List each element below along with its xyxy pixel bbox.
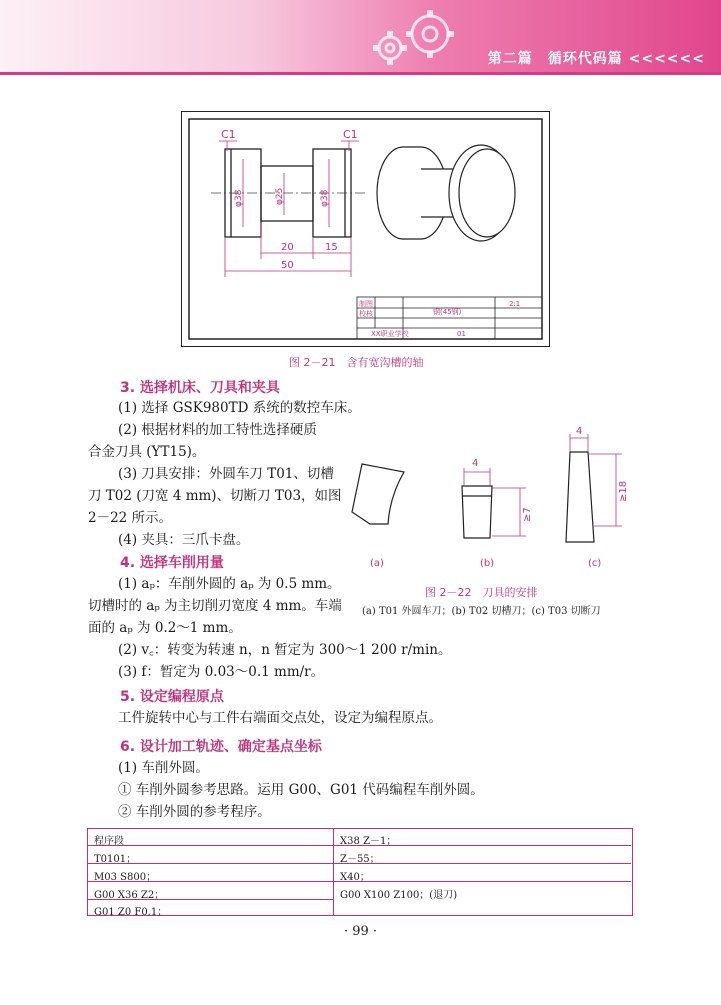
label-a: (a) (370, 558, 384, 569)
gear-decoration-icon (360, 4, 470, 66)
tb-school: XX职业学校 (371, 330, 409, 338)
label-c: (c) (588, 558, 602, 569)
s4-line-1: (1) aₚ：车削外圆的 aₚ 为 0.5 mm。 (118, 576, 341, 592)
table-cell: X38 Z－1； (340, 836, 397, 847)
s4-line-5: (3) f：暂定为 0.03～0.1 mm/r。 (118, 664, 325, 680)
table-cell: T0101； (94, 854, 137, 865)
tb-scale: 2:1 (509, 300, 521, 308)
section-6-heading: 6. 设计加工轨迹、确定基点坐标 (120, 739, 322, 755)
page-number: · 99 · (343, 924, 378, 939)
section-4-heading: 4. 选择车削用量 (120, 555, 224, 571)
dim-d38-left: φ38 (234, 189, 244, 207)
s6-line-2: ① 车削外圆参考思路。运用 G00、G01 代码编程车削外圆。 (118, 782, 484, 798)
dim-d25: φ25 (275, 187, 285, 205)
s3-line-5: 刀 T02 (刀宽 4 mm)、切断刀 T03，如图 (88, 488, 342, 504)
table-cell: M03 S800； (94, 872, 157, 883)
table-cell: G00 X36 Z2； (94, 890, 165, 901)
section-5-heading: 5. 设定编程原点 (120, 689, 224, 705)
dim-b-width: 4 (472, 458, 479, 469)
table-cell: G00 X100 Z100；(退刀) (340, 890, 458, 901)
s5-text: 工件旋转中心与工件右端面交点处，设定为编程原点。 (118, 710, 442, 726)
table-cell: X40； (340, 872, 370, 883)
s3-line-1: (1) 选择 GSK980TD 系统的数控车床。 (118, 400, 361, 416)
dim-len20: 20 (281, 242, 294, 253)
s3-line-7: (4) 夹具：三爪卡盘。 (118, 532, 250, 548)
shaft-drawing-figure (181, 111, 550, 347)
tb-label-1: 制图 (359, 300, 373, 308)
s3-line-2: (2) 根据材料的加工特性选择硬质 (118, 422, 317, 438)
tb-label-2: 校核 (359, 310, 373, 318)
tb-material: 钢(45钢) (433, 308, 462, 316)
header-rule (0, 72, 721, 75)
dim-len50: 50 (281, 260, 294, 271)
s6-line-3: ② 车削外圆的参考程序。 (118, 804, 271, 820)
figure-2-21-caption: 图 2－21 含有宽沟槽的轴 (289, 356, 424, 369)
figure-2-22-caption: 图 2－22 刀具的安排 (425, 586, 538, 599)
s4-line-4: (2) v꜀：转变为转速 n，n 暂定为 300～1 200 r/min。 (118, 642, 452, 658)
s6-line-1: (1) 车削外圆。 (118, 760, 209, 776)
dim-len15: 15 (325, 242, 338, 253)
s3-line-3: 合金刀具 (YT15)。 (88, 444, 206, 460)
table-cell: Z－55； (340, 854, 380, 865)
dim-c-width: 4 (576, 426, 583, 437)
program-table (87, 828, 633, 916)
dim-c1-right: C1 (343, 128, 358, 141)
figure-2-22-subcaption: (a) T01 外圆车刀；(b) T02 切槽刀；(c) T03 切断刀 (362, 606, 601, 617)
s4-line-2: 切槽时的 aₚ 为主切削刃宽度 4 mm。车端 (88, 598, 342, 614)
s3-line-6: 2－22 所示。 (88, 510, 173, 526)
tb-drawing-no: 01 (457, 330, 466, 338)
dim-c-depth: ≥18 (618, 480, 629, 502)
tool-arrangement-figure (350, 426, 655, 578)
dim-b-depth: ≥7 (522, 507, 533, 522)
dim-c1-left: C1 (221, 128, 236, 141)
label-b: (b) (480, 558, 495, 569)
s3-line-4: (3) 刀具安排：外圆车刀 T01、切槽 (118, 466, 334, 482)
table-cell: G01 Z0 F0.1； (94, 907, 168, 918)
dim-d38-right: φ38 (320, 189, 330, 207)
section-3-heading: 3. 选择机床、刀具和夹具 (120, 380, 280, 396)
chapter-title: 第二篇 循环代码篇 <<<<<< (487, 51, 705, 67)
table-cell: 程序段 (94, 836, 124, 847)
s4-line-3: 面的 aₚ 为 0.2～1 mm。 (88, 620, 242, 636)
